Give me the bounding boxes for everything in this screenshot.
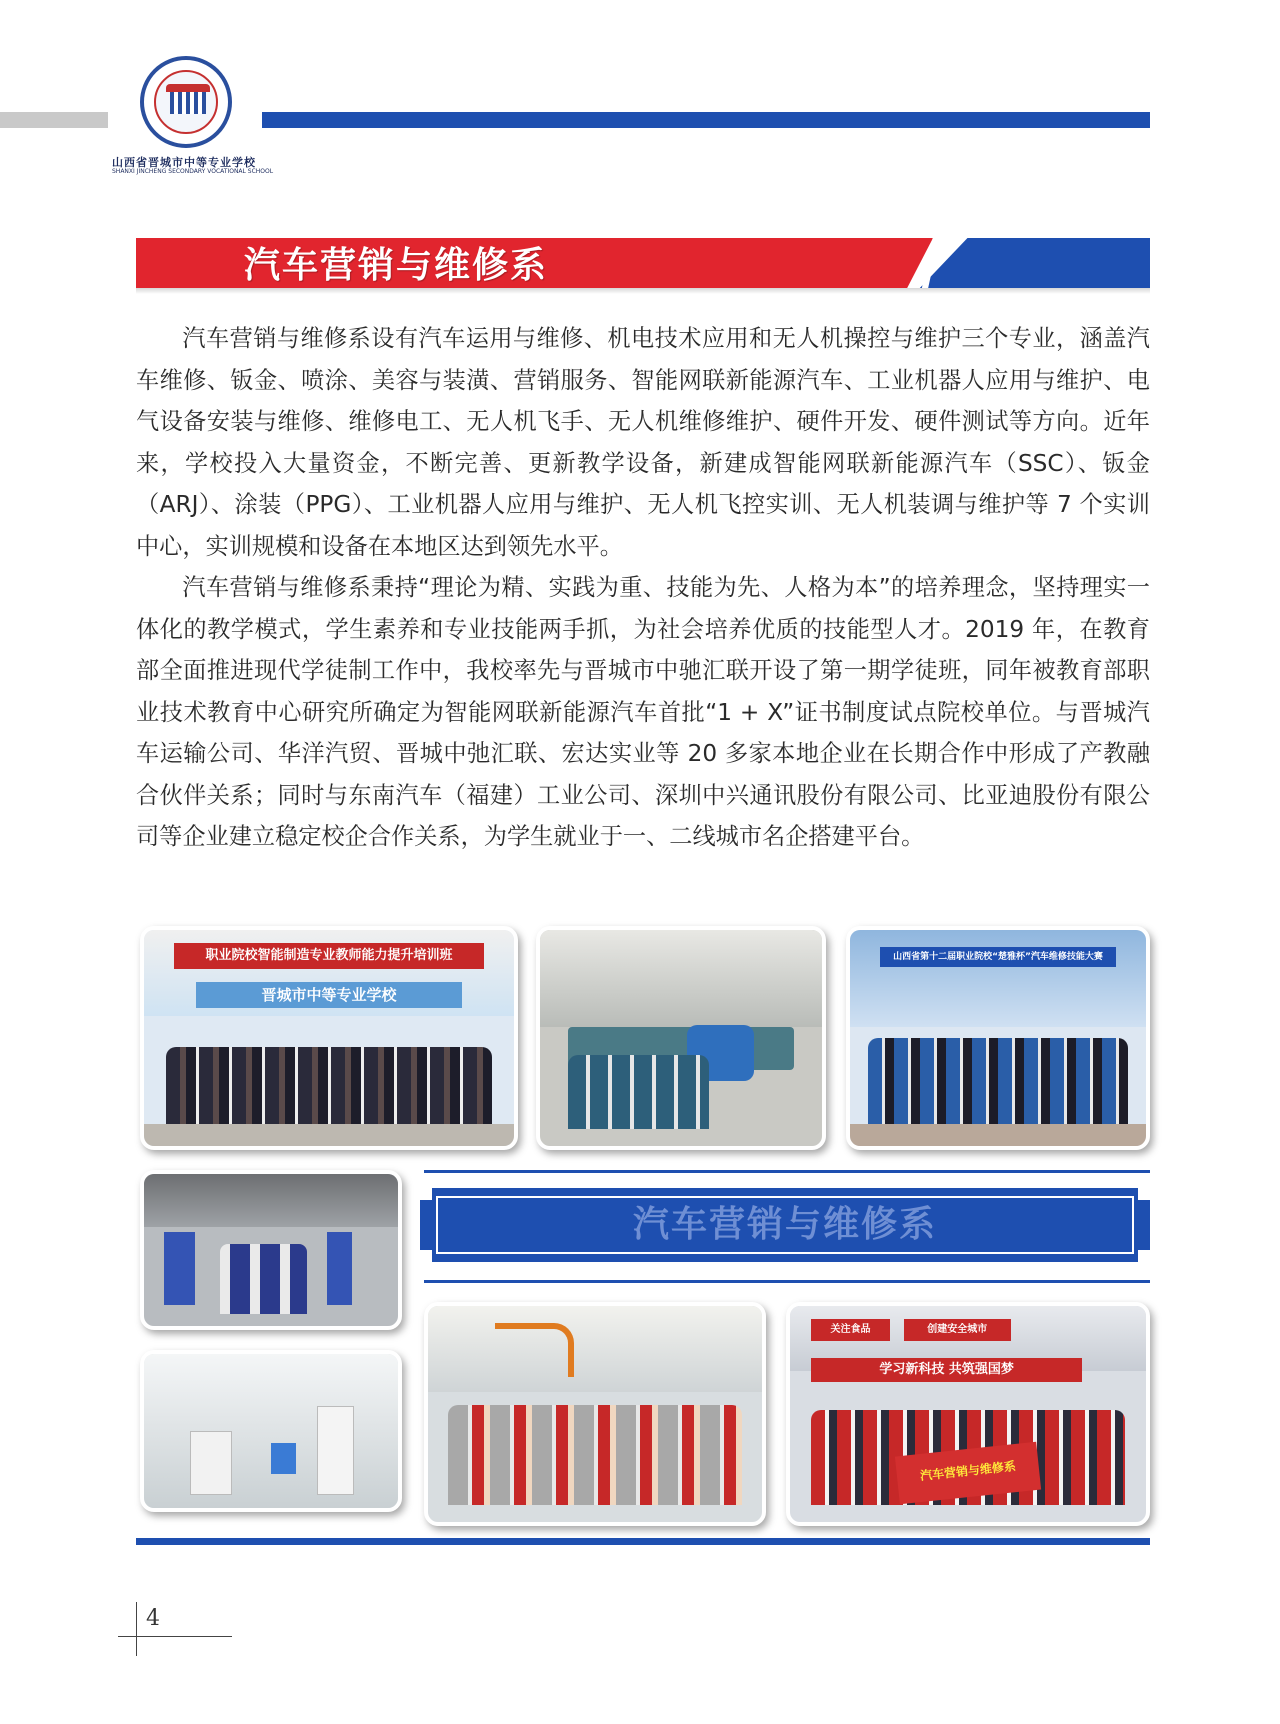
robot-arm-icon <box>495 1323 574 1377</box>
photo-banner-study: 学习新科技 共筑强国梦 <box>811 1358 1082 1382</box>
deco-title: 汽车营销与维修系 <box>632 1204 937 1245</box>
photo-banner-competition: 山西省第十二届职业院校“楚雅杯”汽车维修技能大赛 <box>880 947 1117 966</box>
photo-paint-booth <box>140 1350 402 1512</box>
section-title: 汽车营销与维修系 <box>244 245 549 286</box>
logo-inner-ring <box>154 70 218 134</box>
photo-car-lift <box>140 1170 402 1330</box>
photo-banner-training: 职业院校智能制造专业教师能力提升培训班 <box>174 943 485 969</box>
page-marker-vertical <box>136 1602 137 1656</box>
paragraph-1: 汽车营销与维修系设有汽车运用与维修、机电技术应用和无人机操控与维护三个专业，涵盖汽车维修、钣金、喷涂、美容与装潢、营销服务、智能网联新能源汽车、工业机器人应用与维护、电气设备安装与维修、维修电工、无人机飞手、无人机维修维护、硬件开发、硬件测试等方向。近年来，学校投入大量资金，不断完善、更新教学设备，新建成智能网联新能源汽车（SSC）、钣金（ARJ）、涂装（PPG）、工业机器人应用与维护、无人机飞控实训、无人机装调与维护等 7 个实训中心，实训规模和设备在本地区达到领先水平。 <box>136 325 1150 560</box>
bottom-blue-bar <box>136 1538 1150 1545</box>
deco-top-line <box>424 1170 1150 1173</box>
page-marker-horizontal <box>118 1636 232 1637</box>
photo-red-flag: 汽车营销与维修系 <box>895 1441 1042 1503</box>
body-text <box>136 318 1150 858</box>
photo-students-banner <box>786 1302 1150 1526</box>
school-name-en: SHANXI JINCHENG SECONDARY VOCATIONAL SCHOOL <box>112 168 274 175</box>
photo-school-sign: 晋城市中等专业学校 <box>196 982 462 1008</box>
header-gray-bar <box>0 112 108 128</box>
photo-competition-group <box>846 926 1150 1150</box>
page-number: 4 <box>146 1606 160 1631</box>
header-blue-bar <box>262 112 1150 128</box>
photo-lab-students <box>536 926 826 1150</box>
photo-training-group <box>140 926 518 1150</box>
photo-robot-lab <box>424 1302 766 1526</box>
school-name-cn: 山西省晋城市中等专业学校 <box>112 156 256 169</box>
deco-bottom-line <box>424 1280 1150 1283</box>
school-logo <box>140 56 232 148</box>
photo-people-group <box>166 1047 492 1129</box>
photo-sign-left: 关注食品 <box>811 1319 889 1341</box>
paragraph-2: 汽车营销与维修系秉持“理论为精、实践为重、技能为先、人格为本”的培养理念，坚持理实一体化的教学模式，学生素养和专业技能两手抓，为社会培养优质的技能型人才。2019 年，在教育部全面推进现代学徒制工作中，我校率先与晋城市中驰汇联开设了第一期学徒班，同年被教育部职业技术教育中心研究所确定为智能网联新能源汽车首批“1 + X”证书制度试点院校单位。与晋城汽车运输公司、华洋汽贸、晋城中弛汇联、宏达实业等 20 多家本地企业在长期合作中形成了产教融合伙伴关系；同时与东南汽车（福建）工业公司、深圳中兴通讯股份有限公司、比亚迪股份有限公司等企业建立稳定校企合作关系，为学生就业于一、二线城市名企搭建平台。 <box>136 574 1150 850</box>
photo-sign-right: 创建安全城市 <box>904 1319 1011 1341</box>
title-bar-blue <box>916 238 1150 292</box>
title-bar-shadow <box>136 288 1150 294</box>
logo-roof-icon <box>166 84 210 92</box>
logo-building-icon <box>170 92 206 114</box>
